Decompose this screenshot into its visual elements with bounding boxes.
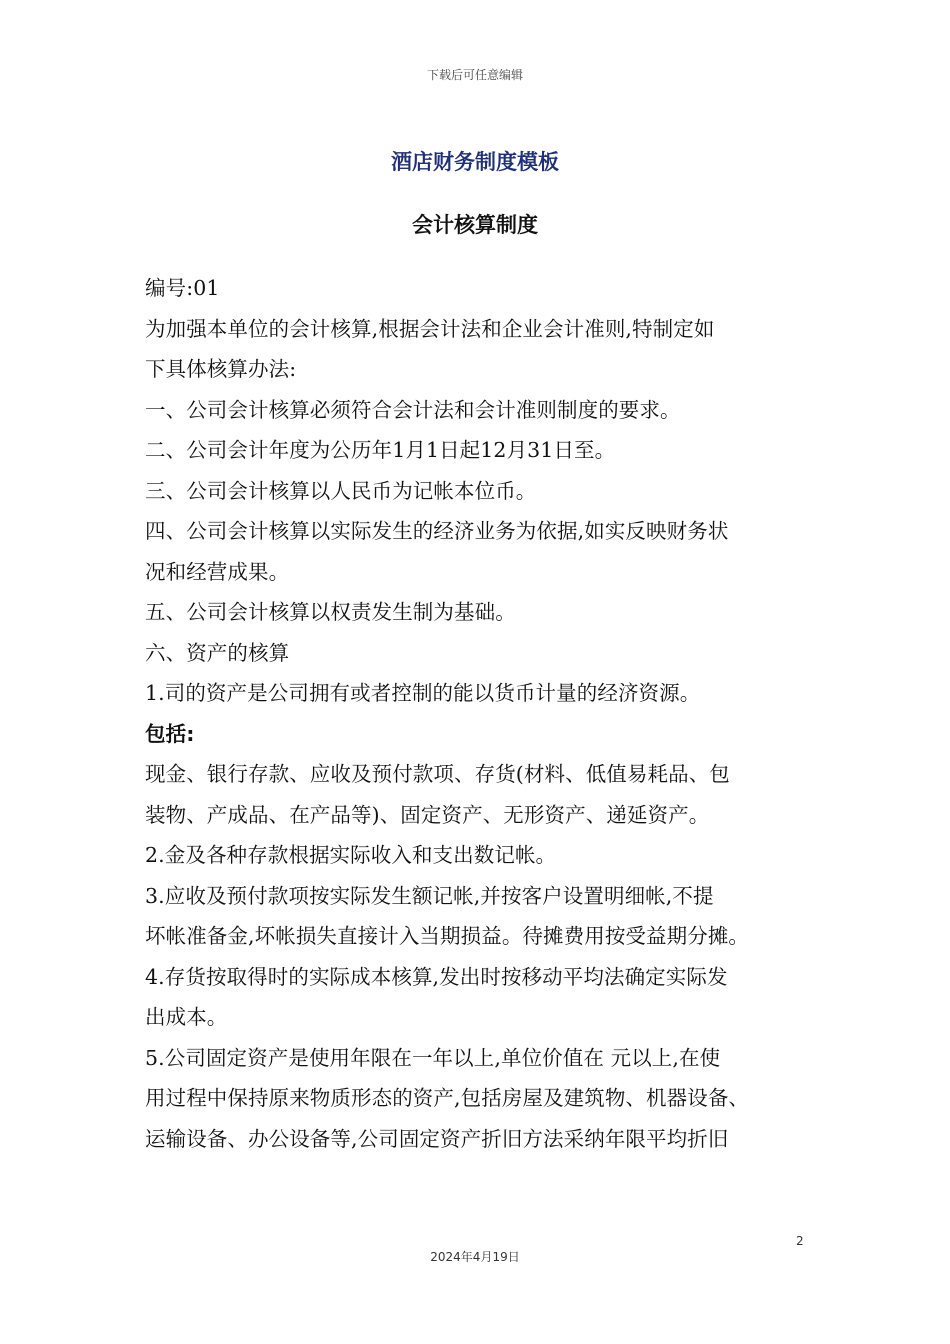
clause-heading: 六、资产的核算 [145,640,290,665]
clause-line: 运输设备、办公设备等,公司固定资产折旧方法采纳年限平均折旧 [145,1126,729,1151]
document-body [145,268,835,1159]
header-note: 下载后可任意编辑 [426,68,523,82]
clause-line: 4.存货按取得时的实际成本核算,发出时按移动平均法确定实际发 [145,964,728,989]
clause-line: 现金、银行存款、应收及预付款项、存货(材料、低值易耗品、包 [145,762,730,786]
clause-line: 装物、产成品、在产品等)、固定资产、无形资产、递延资产。 [145,802,710,827]
clause-line: 用过程中保持原来物质形态的资产,包括房屋及建筑物、机器设备、 [145,1086,750,1110]
clause-line: 三、公司会计核算以人民币为记帐本位币。 [145,478,537,503]
clause-line: 一、公司会计核算必须符合会计法和会计准则制度的要求。 [145,397,681,422]
document-title: 酒店财务制度模板 [391,150,559,174]
footer-date: 2024年4月19日 [430,1250,520,1264]
includes-label: 包括: [145,721,195,746]
clause-line: 坏帐准备金,坏帐损失直接计入当期损益。待摊费用按受益期分摊。 [145,924,750,948]
intro-line: 为加强本单位的会计核算,根据会计法和企业会计准则,特制定如 [145,316,715,341]
intro-line: 下具体核算办法: [145,357,297,381]
section-title: 会计核算制度 [412,213,538,237]
clause-line: 3.应收及预付款项按实际发生额记帐,并按客户设置明细帐,不提 [145,883,714,908]
clause-line: 1.司的资产是公司拥有或者控制的能以货币计量的经济资源。 [145,681,701,705]
clause-line: 况和经营成果。 [145,559,290,584]
clause-line: 二、公司会计年度为公历年1月1日起12月31日至。 [145,438,616,462]
clause-line: 2.金及各种存款根据实际收入和支出数记帐。 [145,843,557,867]
doc-number-line: 编号:01 [145,276,220,300]
clause-line: 五、公司会计核算以权责发生制为基础。 [145,600,516,624]
clause-line: 5.公司固定资产是使用年限在一年以上,单位价值在 元以上,在使 [145,1045,721,1070]
page-number: 2 [796,1234,804,1248]
clause-line: 出成本。 [145,1005,228,1029]
clause-line: 四、公司会计核算以实际发生的经济业务为依据,如实反映财务状 [145,519,729,543]
